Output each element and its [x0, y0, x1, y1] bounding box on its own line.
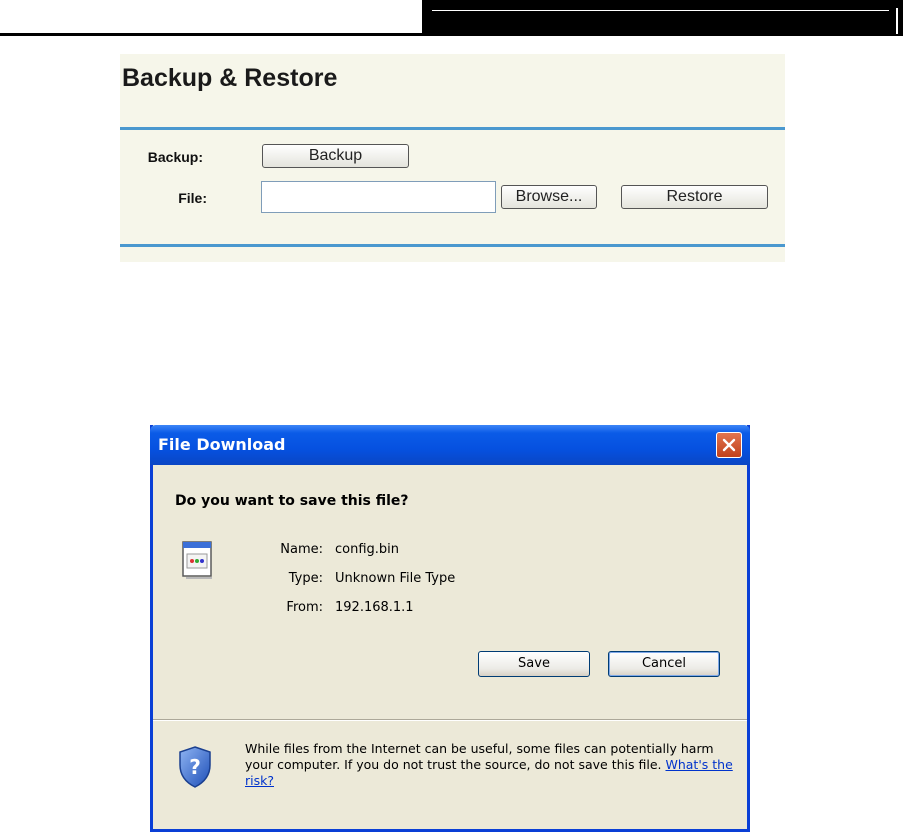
file-label: File: [178, 190, 207, 206]
header-bar [422, 0, 903, 36]
header-rule [0, 33, 424, 36]
warning-message [245, 741, 735, 789]
cancel-button[interactable]: Cancel [608, 651, 720, 677]
file-download-dialog [150, 425, 750, 832]
panel-top-rule [120, 127, 785, 130]
save-button[interactable]: Save [478, 651, 590, 677]
restore-button[interactable]: Restore [621, 185, 768, 209]
type-label: Type: [288, 571, 323, 586]
svg-text:?: ? [189, 755, 201, 779]
backup-restore-panel [120, 54, 785, 262]
file-icon [180, 540, 214, 585]
type-value: Unknown File Type [335, 571, 456, 586]
warning-text: While files from the Internet can be useful, some files can potentially harm your computer. If you do not trust the source, do not save this file. [245, 741, 714, 772]
shield-question-icon [177, 745, 213, 794]
file-path-input[interactable] [261, 181, 496, 213]
dialog-title: File Download [158, 435, 286, 454]
header-bar-line [432, 10, 889, 11]
header-bar-tick [896, 8, 898, 34]
dialog-question: Do you want to save this file? [175, 493, 409, 509]
dialog-divider-highlight [153, 720, 747, 721]
browse-button[interactable]: Browse... [501, 185, 597, 209]
risk-link[interactable]: What's the risk? [245, 757, 733, 788]
from-label: From: [286, 600, 323, 615]
from-value: 192.168.1.1 [335, 600, 414, 615]
page-title: Backup & Restore [122, 64, 338, 92]
name-label: Name: [280, 542, 323, 557]
backup-button[interactable]: Backup [262, 144, 409, 168]
panel-bottom-rule [120, 244, 785, 247]
backup-label: Backup: [147, 149, 203, 165]
name-value: config.bin [335, 542, 400, 557]
close-icon[interactable] [716, 432, 742, 458]
dialog-titlebar[interactable] [150, 425, 750, 465]
